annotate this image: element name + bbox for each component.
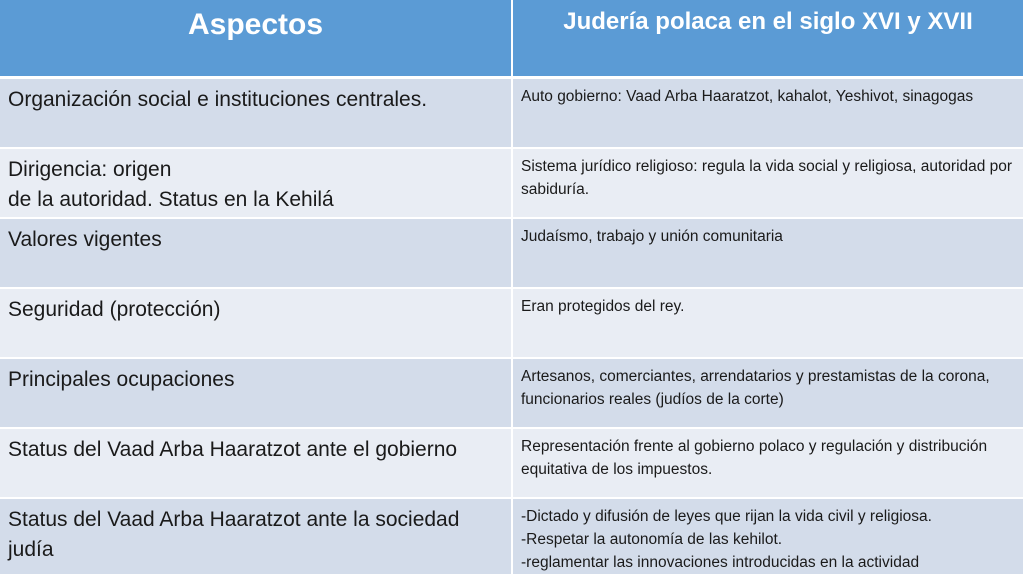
description-cell [512, 498, 1024, 575]
aspect-cell: Valores vigentes [0, 218, 512, 288]
table-row [0, 148, 1024, 218]
description-cell: Representación frente al gobierno polaco y regulación y distribución equitativa de los impuestos. [512, 428, 1024, 498]
aspect-line: Dirigencia: origen [8, 157, 172, 181]
description-line: -reglamentar las innovaciones introducidas en la actividad [521, 553, 920, 571]
table-row [0, 498, 1024, 575]
aspect-cell [0, 148, 512, 218]
description-cell: Sistema jurídico religioso: regula la vida social y religiosa, autoridad por sabiduría. [512, 148, 1024, 218]
aspect-cell: Principales ocupaciones [0, 358, 512, 428]
table-row [0, 218, 1024, 288]
table-row [0, 428, 1024, 498]
table-row [0, 78, 1024, 148]
description-cell: Eran protegidos del rey. [512, 288, 1024, 358]
aspect-cell: Seguridad (protección) [0, 288, 512, 358]
aspect-cell: Status del Vaad Arba Haaratzot ante el gobierno [0, 428, 512, 498]
aspect-cell: Organización social e instituciones centrales. [0, 78, 512, 148]
description-cell: Judaísmo, trabajo y unión comunitaria [512, 218, 1024, 288]
table-header-row [0, 0, 1024, 78]
description-line: -Dictado y difusión de leyes que rijan la vida civil y religiosa. [521, 507, 932, 525]
header-juderia: Judería polaca en el siglo XVI y XVII [512, 0, 1024, 78]
table-row [0, 288, 1024, 358]
description-line: -Respetar la autonomía de las kehilot. [521, 530, 783, 548]
header-aspectos: Aspectos [0, 0, 512, 78]
table-row [0, 358, 1024, 428]
description-cell: Auto gobierno: Vaad Arba Haaratzot, kahalot, Yeshivot, sinagogas [512, 78, 1024, 148]
description-cell: Artesanos, comerciantes, arrendatarios y prestamistas de la corona, funcionarios reales (judíos de la corte) [512, 358, 1024, 428]
aspect-cell: Status del Vaad Arba Haaratzot ante la sociedad judía [0, 498, 512, 575]
aspect-line: de la autoridad. Status en la Kehilá [8, 187, 334, 211]
